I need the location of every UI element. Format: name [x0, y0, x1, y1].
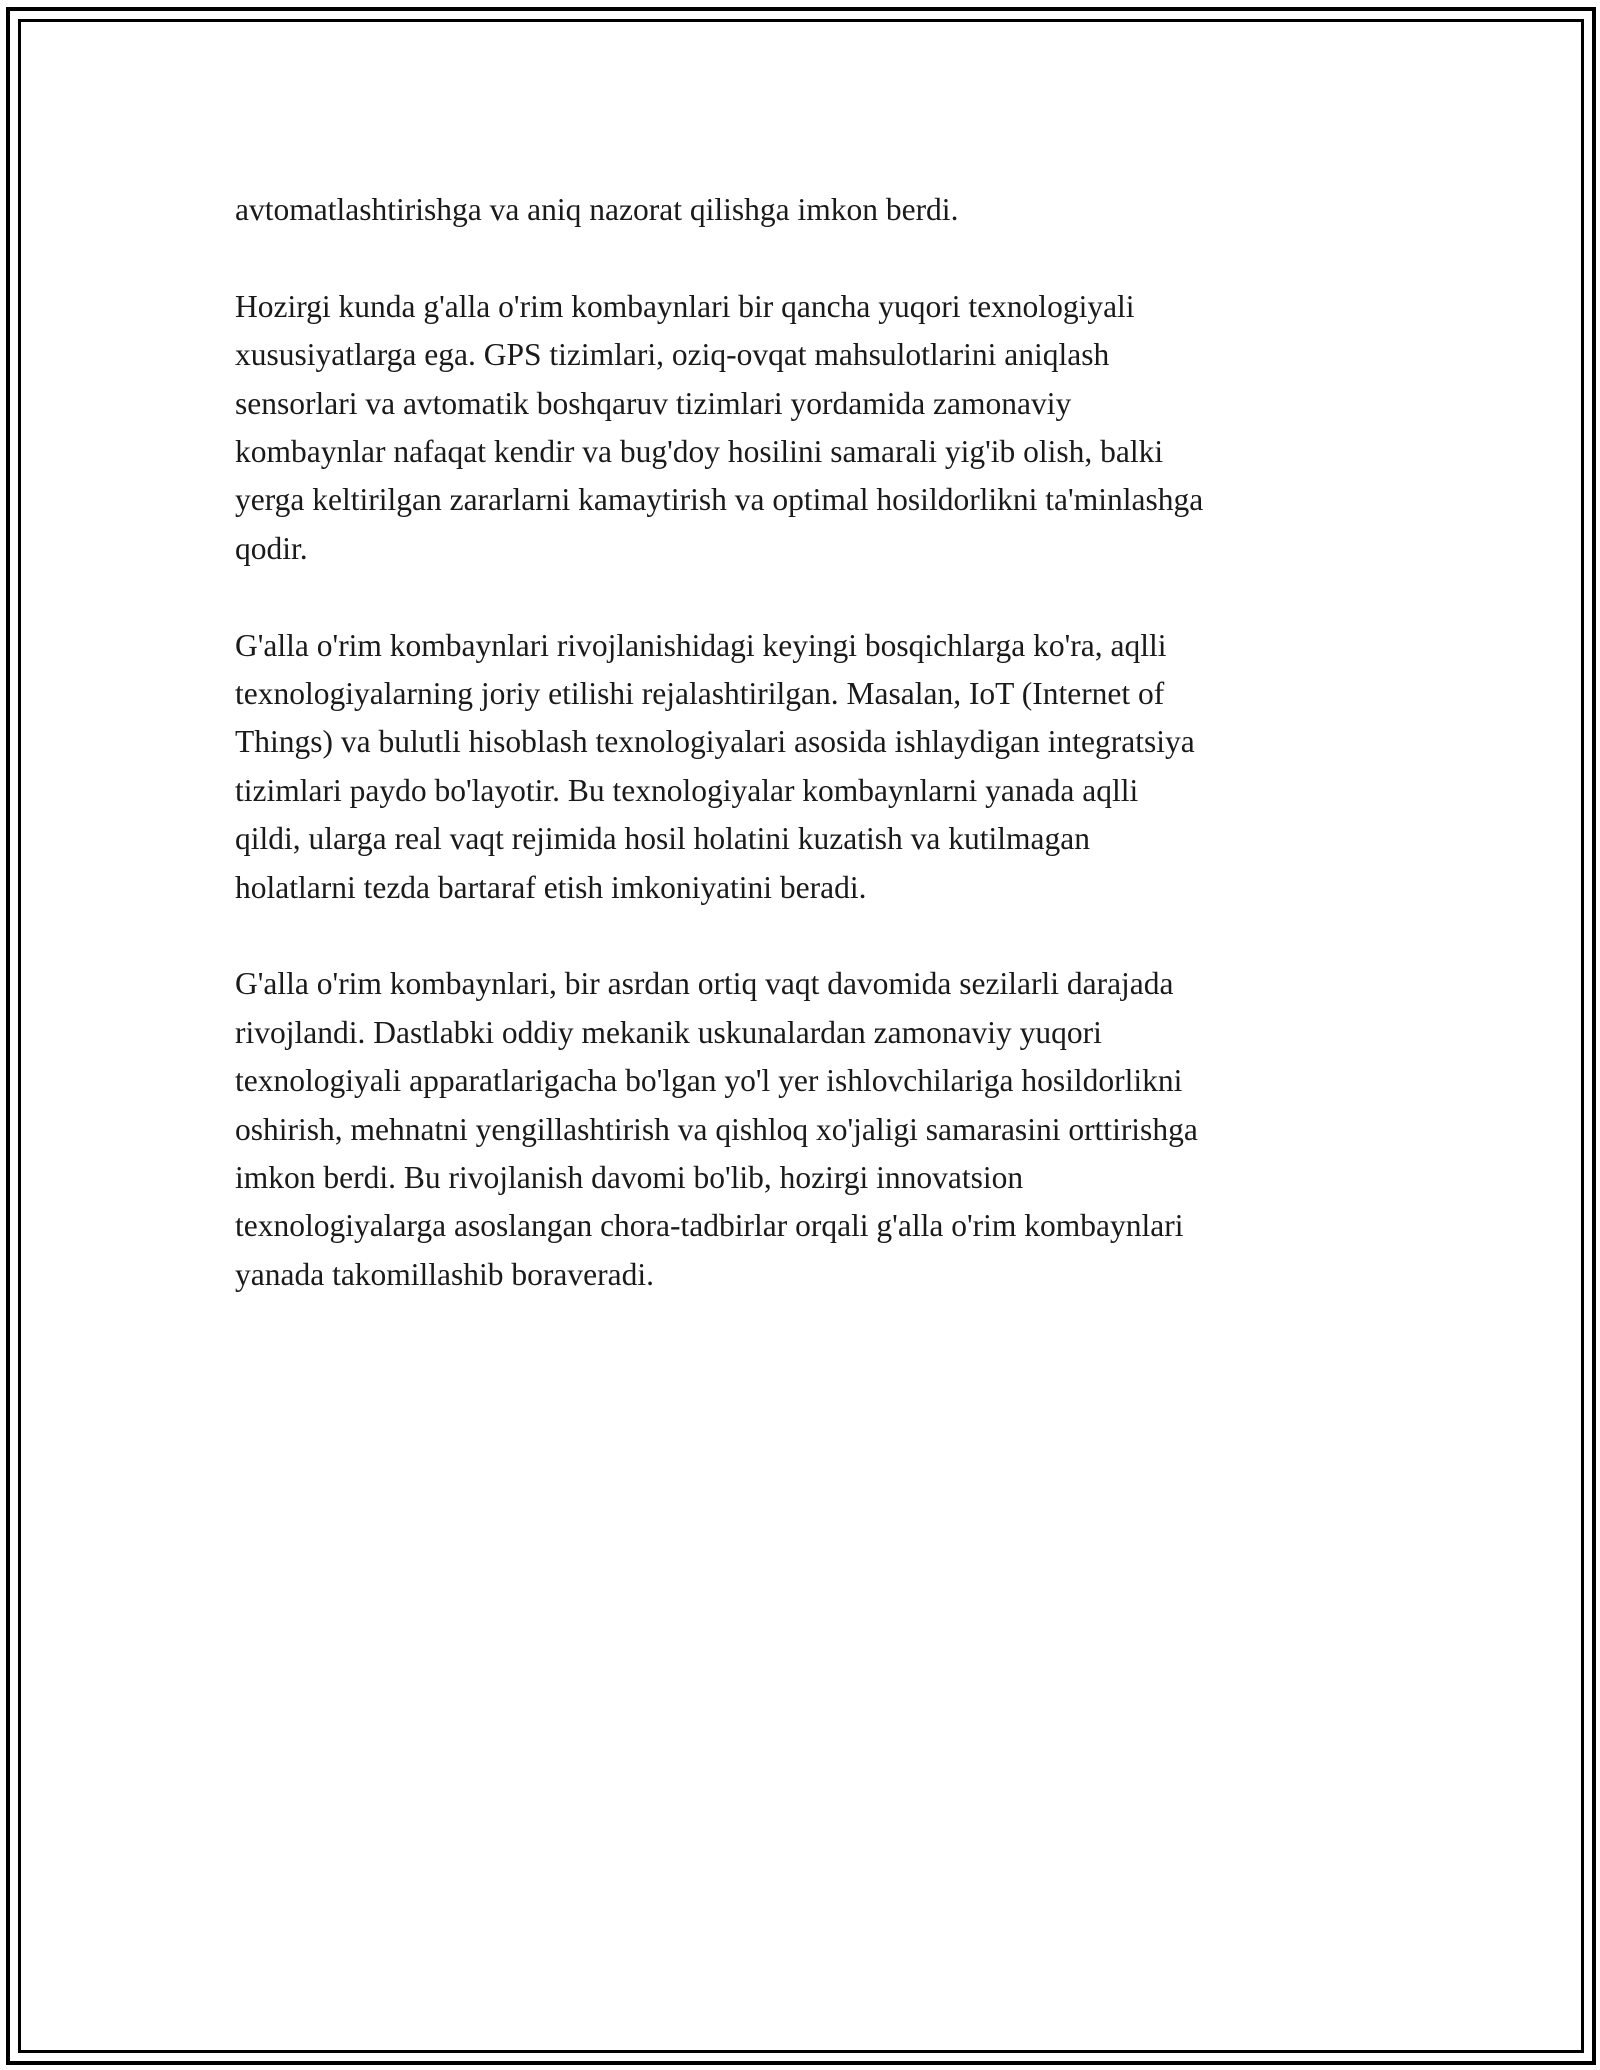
- document-body: [235, 186, 1375, 1348]
- paragraph-2: Hozirgi kunda g'alla o'rim kombaynlari bir qancha yuqori texnologiyali xususiyatlarga ega. GPS tizimlari, oziq-ovqat mahsulotlarini aniqlash sensorlari va avtomatik boshqaruv tizimlari yordamida zamonaviy kombaynlar nafaqat kendir va bug'doy hosilini samarali yig'ib olish, balki yerga keltirilgan zararlarni kamaytirish va optimal hosildorlikni ta'minlashga qodir.: [235, 288, 1204, 566]
- paragraph-4: G'alla o'rim kombaynlari, bir asrdan ortiq vaqt davomida sezilarli darajada rivojlandi. Dastlabki oddiy mekanik uskunalardan zamonaviy yuqori texnologiyali apparatlarigacha bo'lgan yo'l yer ishlovchilariga hosildorlikni oshirish, mehnatni yengillashtirish va qishloq xo'jaligi samarasini orttirishga imkon berdi. Bu rivojlanish davomi bo'lib, hozirgi innovatsion texnologiyalarga asoslangan chora-tadbirlar orqali g'alla o'rim kombaynlari yanada takomillashib boraveradi.: [235, 966, 1198, 1292]
- paragraph-1: avtomatlashtirishga va aniq nazorat qilishga imkon berdi.: [235, 192, 959, 227]
- paragraph-3: G'alla o'rim kombaynlari rivojlanishidagi keyingi bosqichlarga ko'ra, aqlli texnologiyalarning joriy etilishi rejalashtirilgan. Masalan, IoT (Internet of Things) va bulutli hisoblash texnologiyalari asosida ishlaydigan integratsiya tizimlari paydo bo'layotir. Bu texnologiyalar kombaynlarni yanada aqlli qildi, ularga real vaqt rejimida hosil holatini kuzatish va kutilmagan holatlarni tezda bartaraf etish imkoniyatini beradi.: [235, 627, 1195, 905]
